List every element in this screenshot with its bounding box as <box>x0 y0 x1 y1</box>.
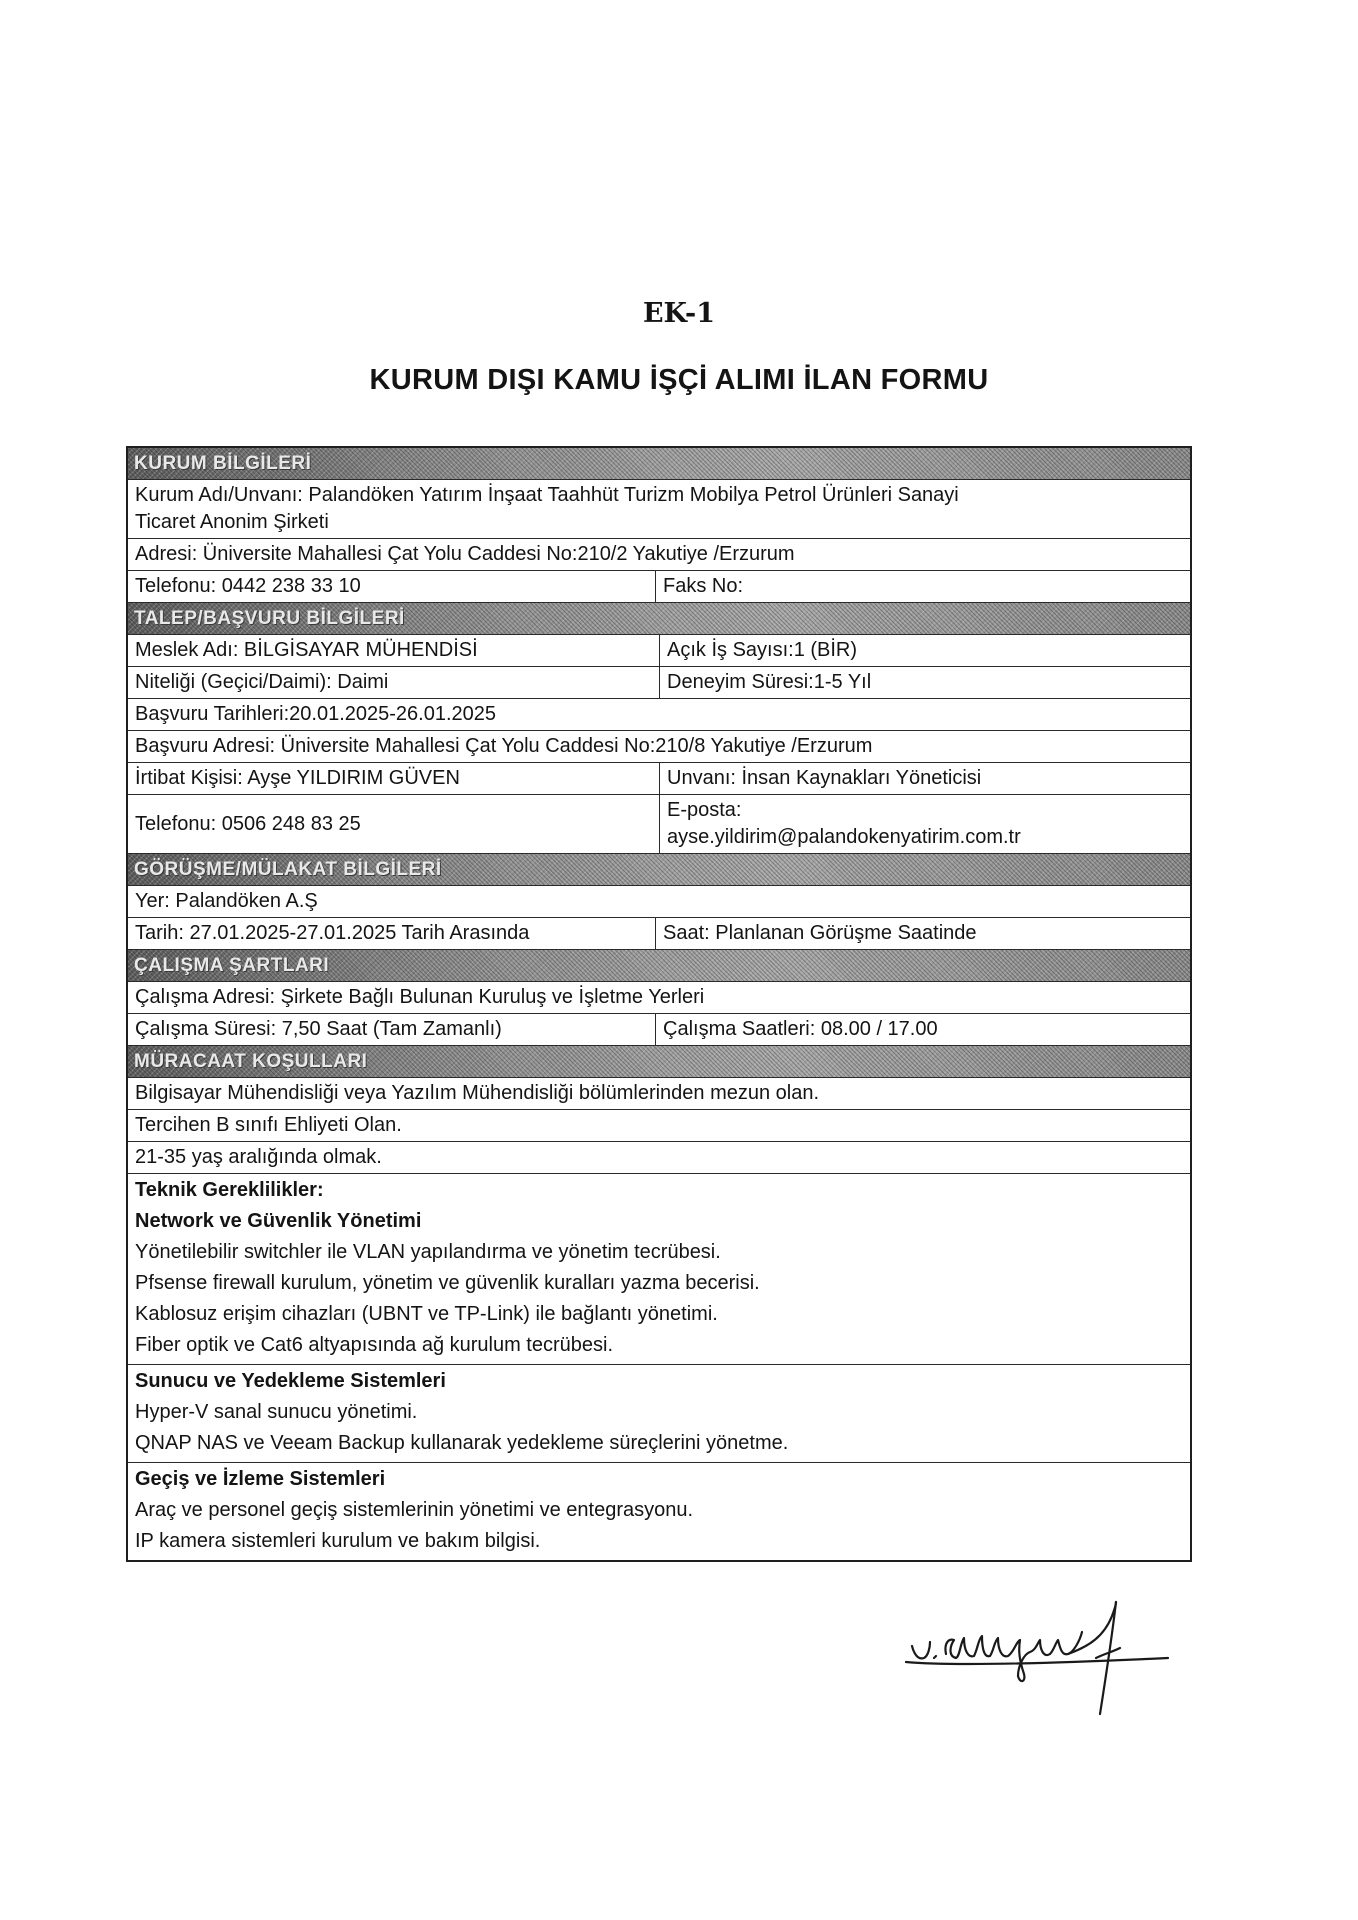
interview-place: Yer: Palandöken A.Ş <box>135 890 318 912</box>
nature-row <box>128 667 1190 699</box>
institution-name-cell <box>128 480 1190 538</box>
requirement-row-2 <box>128 1110 1190 1142</box>
requirement-education: Bilgisayar Mühendisliği veya Yazılım Mühendisliği bölümlerinden mezun olan. <box>135 1082 820 1104</box>
handwritten-signature <box>890 1596 1180 1726</box>
access-monitoring-cell <box>128 1463 700 1560</box>
signature-text: U. Güven <box>930 1713 977 1724</box>
email-label: E-posta: <box>667 799 742 821</box>
interview-place-row <box>128 886 1190 918</box>
server-section-title: Sunucu ve Yedekleme Sistemleri <box>135 1370 446 1392</box>
network-item-1: Yönetilebilir switchler ile VLAN yapılandırma ve yönetim tecrübesi. <box>135 1241 721 1263</box>
access-monitoring-block <box>128 1463 1190 1560</box>
section-header-requirements: MÜRACAAT KOŞULLARI <box>128 1046 1190 1078</box>
institution-fax: Faks No: <box>663 575 744 597</box>
section-header-application: TALEP/BAŞVURU BİLGİLERİ <box>128 603 1190 635</box>
form-title: KURUM DIŞI KAMU İŞÇİ ALIMI İLAN FORMU <box>369 364 989 396</box>
institution-address-row <box>128 539 1190 571</box>
contact-email-cell <box>660 795 1190 853</box>
server-item-1: Hyper-V sanal sunucu yönetimi. <box>135 1401 418 1423</box>
page-code: EK-1 <box>642 298 716 329</box>
technical-requirements-title: Teknik Gereklilikler: <box>135 1179 324 1201</box>
contact-person: İrtibat Kişisi: Ayşe YILDIRIM GÜVEN <box>128 763 660 794</box>
interview-date: Tarih: 27.01.2025-27.01.2025 Tarih Arasında <box>128 918 656 949</box>
section-header-working-conditions: ÇALIŞMA ŞARTLARI <box>128 950 1190 982</box>
profession-name: Meslek Adı: BİLGİSAYAR MÜHENDİSİ <box>128 635 660 666</box>
access-section-title: Geçiş ve İzleme Sistemleri <box>135 1468 386 1490</box>
contact-title: Unvanı: İnsan Kaynakları Yöneticisi <box>667 767 982 789</box>
position-nature: Niteliği (Geçici/Daimi): Daimi <box>128 667 660 698</box>
work-time-row <box>128 1014 1190 1046</box>
technical-network-block <box>128 1174 1190 1365</box>
application-address: Başvuru Adresi: Üniversite Mahallesi Çat Yolu Caddesi No:210/8 Yakutiye /Erzurum <box>135 735 873 757</box>
contact-phone-email-row <box>128 795 1190 854</box>
contact-person-row <box>128 763 1190 795</box>
open-positions: Açık İş Sayısı:1 (BİR) <box>667 639 858 661</box>
application-dates-row <box>128 699 1190 731</box>
access-item-2: IP kamera sistemleri kurulum ve bakım bilgisi. <box>135 1530 541 1552</box>
requirement-license: Tercihen B sınıfı Ehliyeti Olan. <box>135 1114 402 1136</box>
contact-phone: Telefonu: 0506 248 83 25 <box>128 795 660 853</box>
network-item-3: Kablosuz erişim cihazları (UBNT ve TP-Link) ile bağlantı yönetimi. <box>135 1303 718 1325</box>
work-hours: Çalışma Saatleri: 08.00 / 17.00 <box>663 1018 938 1040</box>
requirement-age: 21-35 yaş aralığında olmak. <box>135 1146 382 1168</box>
institution-name-line2: Ticaret Anonim Şirketi <box>135 511 329 533</box>
work-duration: Çalışma Süresi: 7,50 Saat (Tam Zamanlı) <box>128 1014 656 1045</box>
profession-row <box>128 635 1190 667</box>
application-address-row <box>128 731 1190 763</box>
institution-contact-row <box>128 571 1190 603</box>
server-backup-cell <box>128 1365 795 1462</box>
access-item-1: Araç ve personel geçiş sistemlerinin yönetimi ve entegrasyonu. <box>135 1499 694 1521</box>
requirement-row-3 <box>128 1142 1190 1174</box>
interview-datetime-row <box>128 918 1190 950</box>
work-address: Çalışma Adresi: Şirkete Bağlı Bulunan Kuruluş ve İşletme Yerleri <box>135 986 705 1008</box>
network-item-2: Pfsense firewall kurulum, yönetim ve güvenlik kuralları yazma becerisi. <box>135 1272 760 1294</box>
institution-name-line1: Kurum Adı/Unvanı: Palandöken Yatırım İnşaat Taahhüt Turizm Mobilya Petrol Ürünleri Sanayi <box>135 484 959 506</box>
work-address-row <box>128 982 1190 1014</box>
institution-phone: Telefonu: 0442 238 33 10 <box>128 571 656 602</box>
announcement-form-table <box>126 446 1192 1562</box>
institution-name-row <box>128 480 1190 539</box>
section-header-institution: KURUM BİLGİLERİ <box>128 448 1190 480</box>
email-address: ayse.yildirim@palandokenyatirim.com.tr <box>667 826 1021 848</box>
technical-network-cell <box>128 1174 767 1364</box>
institution-address: Adresi: Üniversite Mahallesi Çat Yolu Caddesi No:210/2 Yakutiye /Erzurum <box>135 543 795 565</box>
section-header-interview: GÖRÜŞME/MÜLAKAT BİLGİLERİ <box>128 854 1190 886</box>
network-item-4: Fiber optik ve Cat6 altyapısında ağ kurulum tecrübesi. <box>135 1334 614 1356</box>
server-backup-block <box>128 1365 1190 1463</box>
server-item-2: QNAP NAS ve Veeam Backup kullanarak yedekleme süreçlerini yönetme. <box>135 1432 789 1454</box>
requirement-row-1 <box>128 1078 1190 1110</box>
application-dates: Başvuru Tarihleri:20.01.2025-26.01.2025 <box>135 703 496 725</box>
network-section-title: Network ve Güvenlik Yönetimi <box>135 1210 422 1232</box>
interview-time: Saat: Planlanan Görüşme Saatinde <box>663 922 977 944</box>
experience-duration: Deneyim Süresi:1-5 Yıl <box>667 671 872 693</box>
